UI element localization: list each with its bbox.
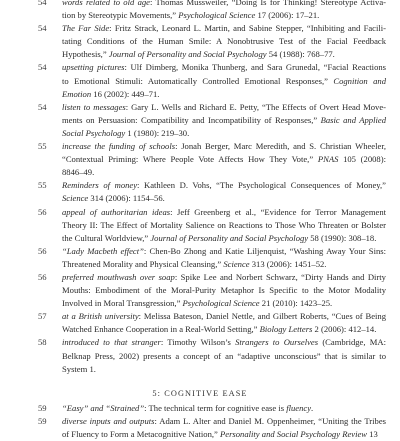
endnote-plain-text: 13	[367, 428, 378, 439]
endnote-line	[62, 153, 386, 166]
endnote-italic-text: preferred mouthwash over soap	[62, 271, 175, 282]
endnote-text	[62, 206, 386, 245]
endnote-plain-text: 105 (2008):	[338, 154, 386, 165]
endnote-page-number: 54	[38, 23, 47, 34]
endnote-page-number: 54	[38, 0, 47, 7]
endnote-italic-text: words related to old age	[62, 0, 150, 7]
endnote-line	[62, 88, 386, 101]
endnote-italic-text: Social Psychology	[62, 127, 126, 138]
endnote-plain-text: 16 (2002): 449–71.	[91, 88, 160, 99]
endnote-line	[62, 284, 386, 297]
endnote-page-number: 54	[38, 62, 47, 73]
endnote-line	[62, 415, 386, 428]
endnote-plain-text: Mouths: Embodiment of the Moral-Purity Metaphor Is Specific to the Motor Modality	[62, 285, 386, 296]
endnote-plain-text: Theory II: The Effect of Mortality Salience on Reactions to Those Who Threaten or Bolster	[62, 219, 386, 230]
endnote-page-number: 57	[38, 311, 47, 322]
endnote-italic-text: Science	[62, 193, 89, 204]
endnote-plain-text: 17 (2006): 17–21.	[255, 10, 320, 21]
endnote-italic-text: Strangers to Ourselves	[235, 337, 319, 348]
endnote-italic-text: at a British university	[62, 311, 139, 322]
endnote-line	[62, 402, 386, 415]
endnote-plain-text: : Spike Lee and Norbert Schwarz, “Dirty Hands and Dirty	[174, 271, 386, 282]
endnote-plain-text: : Adam L. Alter and Daniel M. Oppenheimer, “Uniting the Tribes	[154, 415, 386, 426]
endnote-italic-text: Cognition and	[333, 75, 386, 86]
endnote-text	[62, 101, 386, 140]
endnote-italic-text: listen to messages	[62, 101, 126, 112]
endnote-line	[62, 9, 386, 22]
endnote	[0, 179, 400, 205]
endnote-line	[62, 101, 386, 114]
endnote-line	[62, 428, 386, 441]
endnote-line	[62, 166, 386, 179]
endnote	[0, 61, 400, 100]
endnote-plain-text: to Emotional Stimuli: Automatically Controlled Emotional Responses,”	[62, 75, 334, 86]
endnote-plain-text: of Fluency to Form a Metacognitive Nation,”	[62, 428, 220, 439]
endnote-plain-text: : Jeff Greenberg et al., “Evidence for Terror Management	[170, 206, 387, 217]
endnote-line	[62, 310, 386, 323]
endnote-page-number: 58	[38, 337, 47, 348]
endnote-text	[62, 336, 386, 375]
endnote-plain-text: “Contextual Priming: Where People Vote Affects How They Vote,”	[62, 154, 318, 165]
endnote-plain-text: : Kathleen D. Vohs, “The Psychological Consequences of Money,”	[137, 180, 386, 191]
endnote-italic-text: Journal of Personality and Social Psychology	[108, 49, 267, 60]
endnote-page-number: 55	[38, 141, 47, 152]
endnote-plain-text: 58 (1990): 308–18.	[308, 232, 377, 243]
endnote-line	[62, 35, 386, 48]
endnote	[0, 402, 400, 415]
endnote-page-number: 59	[38, 415, 47, 426]
endnote-line	[62, 232, 386, 245]
endnote-plain-text: Threatened Morality and Physical Cleansing,”	[62, 258, 224, 269]
endnote-page-number: 56	[38, 271, 47, 282]
endnote-line	[62, 350, 386, 363]
endnote-italic-text: Psychological Science	[182, 298, 260, 309]
endnote-line	[62, 297, 386, 310]
endnote	[0, 0, 400, 22]
endnote-plain-text: tion by Stereotypic Movements,”	[62, 10, 179, 21]
endnote-plain-text: the Cultural Worldview,”	[62, 232, 151, 243]
endnote-text	[62, 0, 386, 22]
endnote-text	[62, 271, 386, 310]
endnote-plain-text: : Timothy Wilson’s	[160, 337, 236, 348]
endnote-line	[62, 114, 386, 127]
endnote-plain-text: 1 (1980): 219–30.	[125, 127, 190, 138]
endnote-plain-text: ments on Persuasion: Compatibility and Incompatibility of Responses,”	[62, 114, 321, 125]
endnote-italic-text: “Easy” and “Strained”	[62, 402, 145, 413]
endnote-text	[62, 22, 386, 61]
endnote-plain-text: : Ulf Dimberg, Monika Thunberg, and Sara Grunedal, “Facial Reactions	[124, 62, 387, 73]
endnote-plain-text: 21 (2010): 1423–25.	[259, 298, 333, 309]
endnote-italic-text: upsetting pictures	[62, 62, 125, 73]
endnote-plain-text: : Chen-Bo Zhong and Katie Liljenquist, “Washing Away Your Sins:	[143, 245, 386, 256]
endnote-line	[62, 0, 386, 9]
endnote-plain-text: : Gary L. Wells and Richard E. Petty, “The Effects of Overt Head Move-	[125, 101, 387, 112]
endnote-italic-text: diverse inputs and outputs	[62, 415, 155, 426]
endnote-text	[62, 415, 386, 441]
endnote-line	[62, 75, 386, 88]
endnote-italic-text: increase the funding of schools	[62, 141, 176, 152]
endnote-italic-text: “Lady Macbeth effect”	[62, 245, 144, 256]
endnote-italic-text: Journal of Personality and Social Psychology	[150, 232, 309, 243]
endnote-page-number: 56	[38, 206, 47, 217]
endnote-italic-text: Psychological Science	[178, 10, 256, 21]
endnote-plain-text: 2 (2006): 412–14.	[312, 324, 377, 335]
endnote-line	[62, 140, 386, 153]
endnote-italic-text: PNAS	[317, 154, 339, 165]
endnote-line	[62, 336, 386, 349]
section-heading: 5: COGNITIVE EASE	[152, 388, 248, 398]
endnote-text	[62, 310, 386, 336]
endnote-line	[62, 245, 386, 258]
endnote-line	[62, 179, 386, 192]
endnote-italic-text: Emotion	[62, 88, 92, 99]
endnote-italic-text: Personality and Social Psychology Review	[220, 428, 368, 439]
endnote-text	[62, 245, 386, 271]
endnote-line	[62, 61, 386, 74]
endnote-italic-text: Reminders of money	[62, 180, 138, 191]
endnote-line	[62, 363, 386, 376]
endnote-plain-text: System 1.	[62, 363, 96, 374]
endnote-line	[62, 206, 386, 219]
endnote	[0, 22, 400, 61]
endnote-plain-text: .	[311, 402, 314, 413]
section-notes-list	[0, 402, 400, 441]
endnote-page-number: 55	[38, 180, 47, 191]
endnote-plain-text: : Jonah Berger, Marc Meredith, and S. Christian Wheeler,	[175, 141, 386, 152]
endnote-italic-text: appeal of authoritarian ideas	[62, 206, 171, 217]
endnote-plain-text: 8846–49.	[62, 167, 95, 178]
endnote	[0, 206, 400, 245]
endnote-page-number: 56	[38, 245, 47, 256]
endnote-italic-text: fluency	[286, 402, 312, 413]
endnote-italic-text: The Far Side	[62, 23, 110, 34]
endnote-plain-text: Watched Enhance Cooperation in a Real-World Setting,”	[62, 324, 260, 335]
endnote	[0, 271, 400, 310]
endnote-page-number: 59	[38, 402, 47, 413]
endnote-italic-text: Basic and Applied	[320, 114, 386, 125]
endnote-text	[62, 140, 386, 179]
endnote-plain-text: 314 (2006): 1154–56.	[88, 193, 165, 204]
endnote-line	[62, 48, 386, 61]
endnote	[0, 310, 400, 336]
endnote-italic-text: introduced to that stranger	[62, 337, 161, 348]
endnote-line	[62, 219, 386, 232]
endnote-plain-text: Involved in Moral Transgression,”	[62, 298, 183, 309]
endnote-italic-text: Science	[223, 258, 250, 269]
endnote-plain-text: : Fritz Strack, Leonard L. Martin, and Sabine Stepper, “Inhibiting and Facili-	[109, 23, 387, 34]
endnote-line	[62, 271, 386, 284]
endnote-plain-text: 313 (2006): 1451–52.	[249, 258, 327, 269]
endnote-line	[62, 258, 386, 271]
endnote-line	[62, 323, 386, 336]
endnote	[0, 415, 400, 441]
endnote-plain-text: tating Conditions of the Human Smile: A Nonobtrusive Test of the Facial Feedback	[62, 36, 386, 47]
endnote-plain-text: Hypothesis,”	[62, 49, 109, 60]
endnote-text	[62, 402, 386, 415]
endnote-line	[62, 192, 386, 205]
endnote	[0, 140, 400, 179]
endnote-text	[62, 179, 386, 205]
endnote-plain-text: : Thomas Mussweiler, “Doing Is for Thinking! Stereotype Activa-	[150, 0, 387, 7]
endnote-plain-text: (Cambridge, MA:	[318, 337, 386, 348]
endnote-text	[62, 61, 386, 100]
endnote-line	[62, 127, 386, 140]
endnote-plain-text: 54 (1988): 768–77.	[266, 49, 335, 60]
endnote-plain-text: Belknap Press, 2002) presents a concept of an “adaptive unconscious” that is similar to	[62, 350, 386, 361]
endnote	[0, 336, 400, 375]
endnote	[0, 101, 400, 140]
endnote-plain-text: : Melissa Bateson, Daniel Nettle, and Gilbert Roberts, “Cues of Being	[138, 311, 386, 322]
endnote	[0, 245, 400, 271]
endnote-italic-text: Biology Letters	[259, 324, 313, 335]
endnote-plain-text: : The technical term for cognitive ease is	[144, 402, 287, 413]
endnote-line	[62, 22, 386, 35]
endnote-page-number: 54	[38, 101, 47, 112]
